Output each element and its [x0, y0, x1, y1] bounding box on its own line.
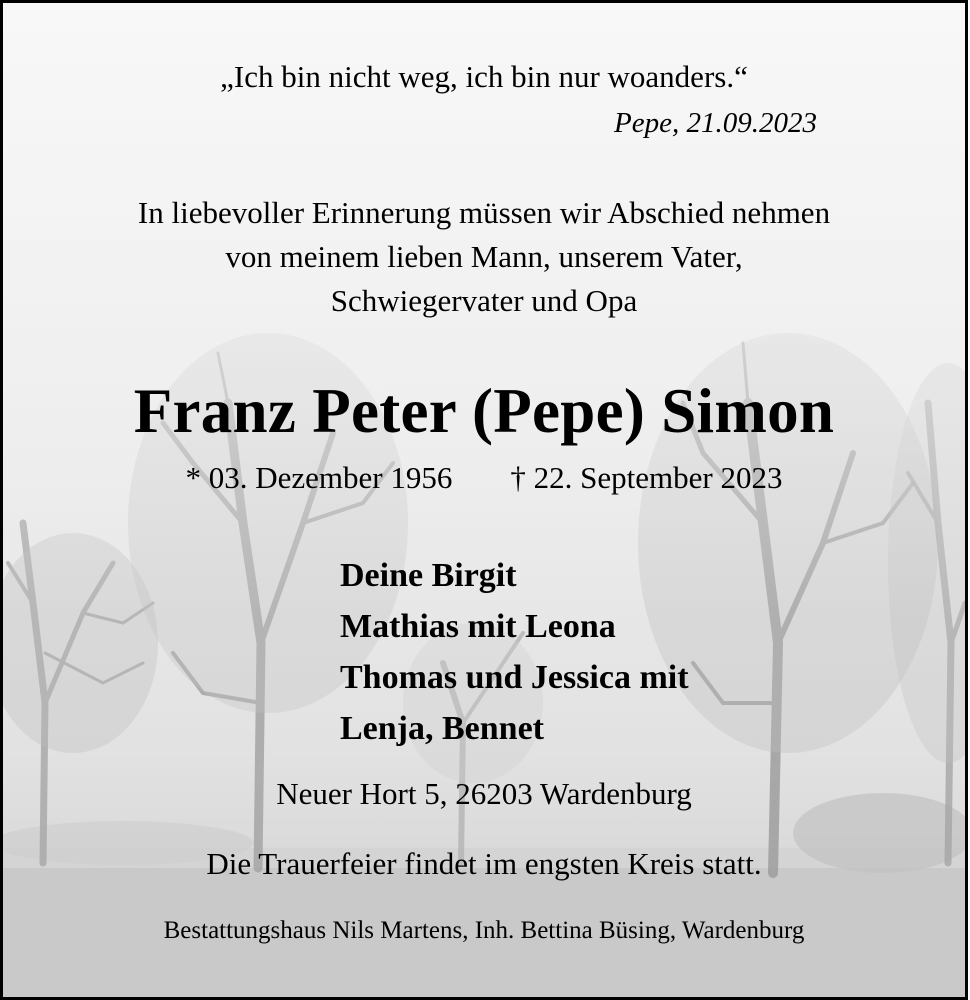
family-names — [340, 550, 689, 754]
life-dates — [3, 460, 965, 496]
intro-line-3: Schwiegervater und Opa — [330, 283, 638, 318]
family-line: Thomas und Jessica mit — [340, 659, 689, 696]
funeral-home: Bestattungshaus Nils Martens, Inh. Bettina Büsing, Wardenburg — [163, 917, 805, 944]
intro-line-1: In liebevoller Erinnerung müssen wir Abschied nehmen — [137, 195, 831, 230]
quote-signature: Pepe, 21.09.2023 — [614, 107, 817, 139]
address: Neuer Hort 5, 26203 Wardenburg — [276, 776, 692, 811]
birth-date: * 03. Dezember 1956 — [185, 460, 453, 495]
deceased-name: Franz Peter (Pepe) Simon — [133, 376, 835, 446]
quote-text: „Ich bin nicht weg, ich bin nur woanders.“ — [220, 59, 748, 94]
intro-text — [3, 191, 965, 323]
death-date: † 22. September 2023 — [510, 460, 783, 495]
family-line: Deine Birgit — [340, 557, 517, 594]
family-line: Lenja, Bennet — [340, 710, 544, 747]
ceremony-note: Die Trauerfeier findet im engsten Kreis statt. — [206, 846, 762, 881]
intro-line-2: von meinem lieben Mann, unserem Vater, — [225, 239, 743, 274]
family-line: Mathias mit Leona — [340, 608, 616, 645]
